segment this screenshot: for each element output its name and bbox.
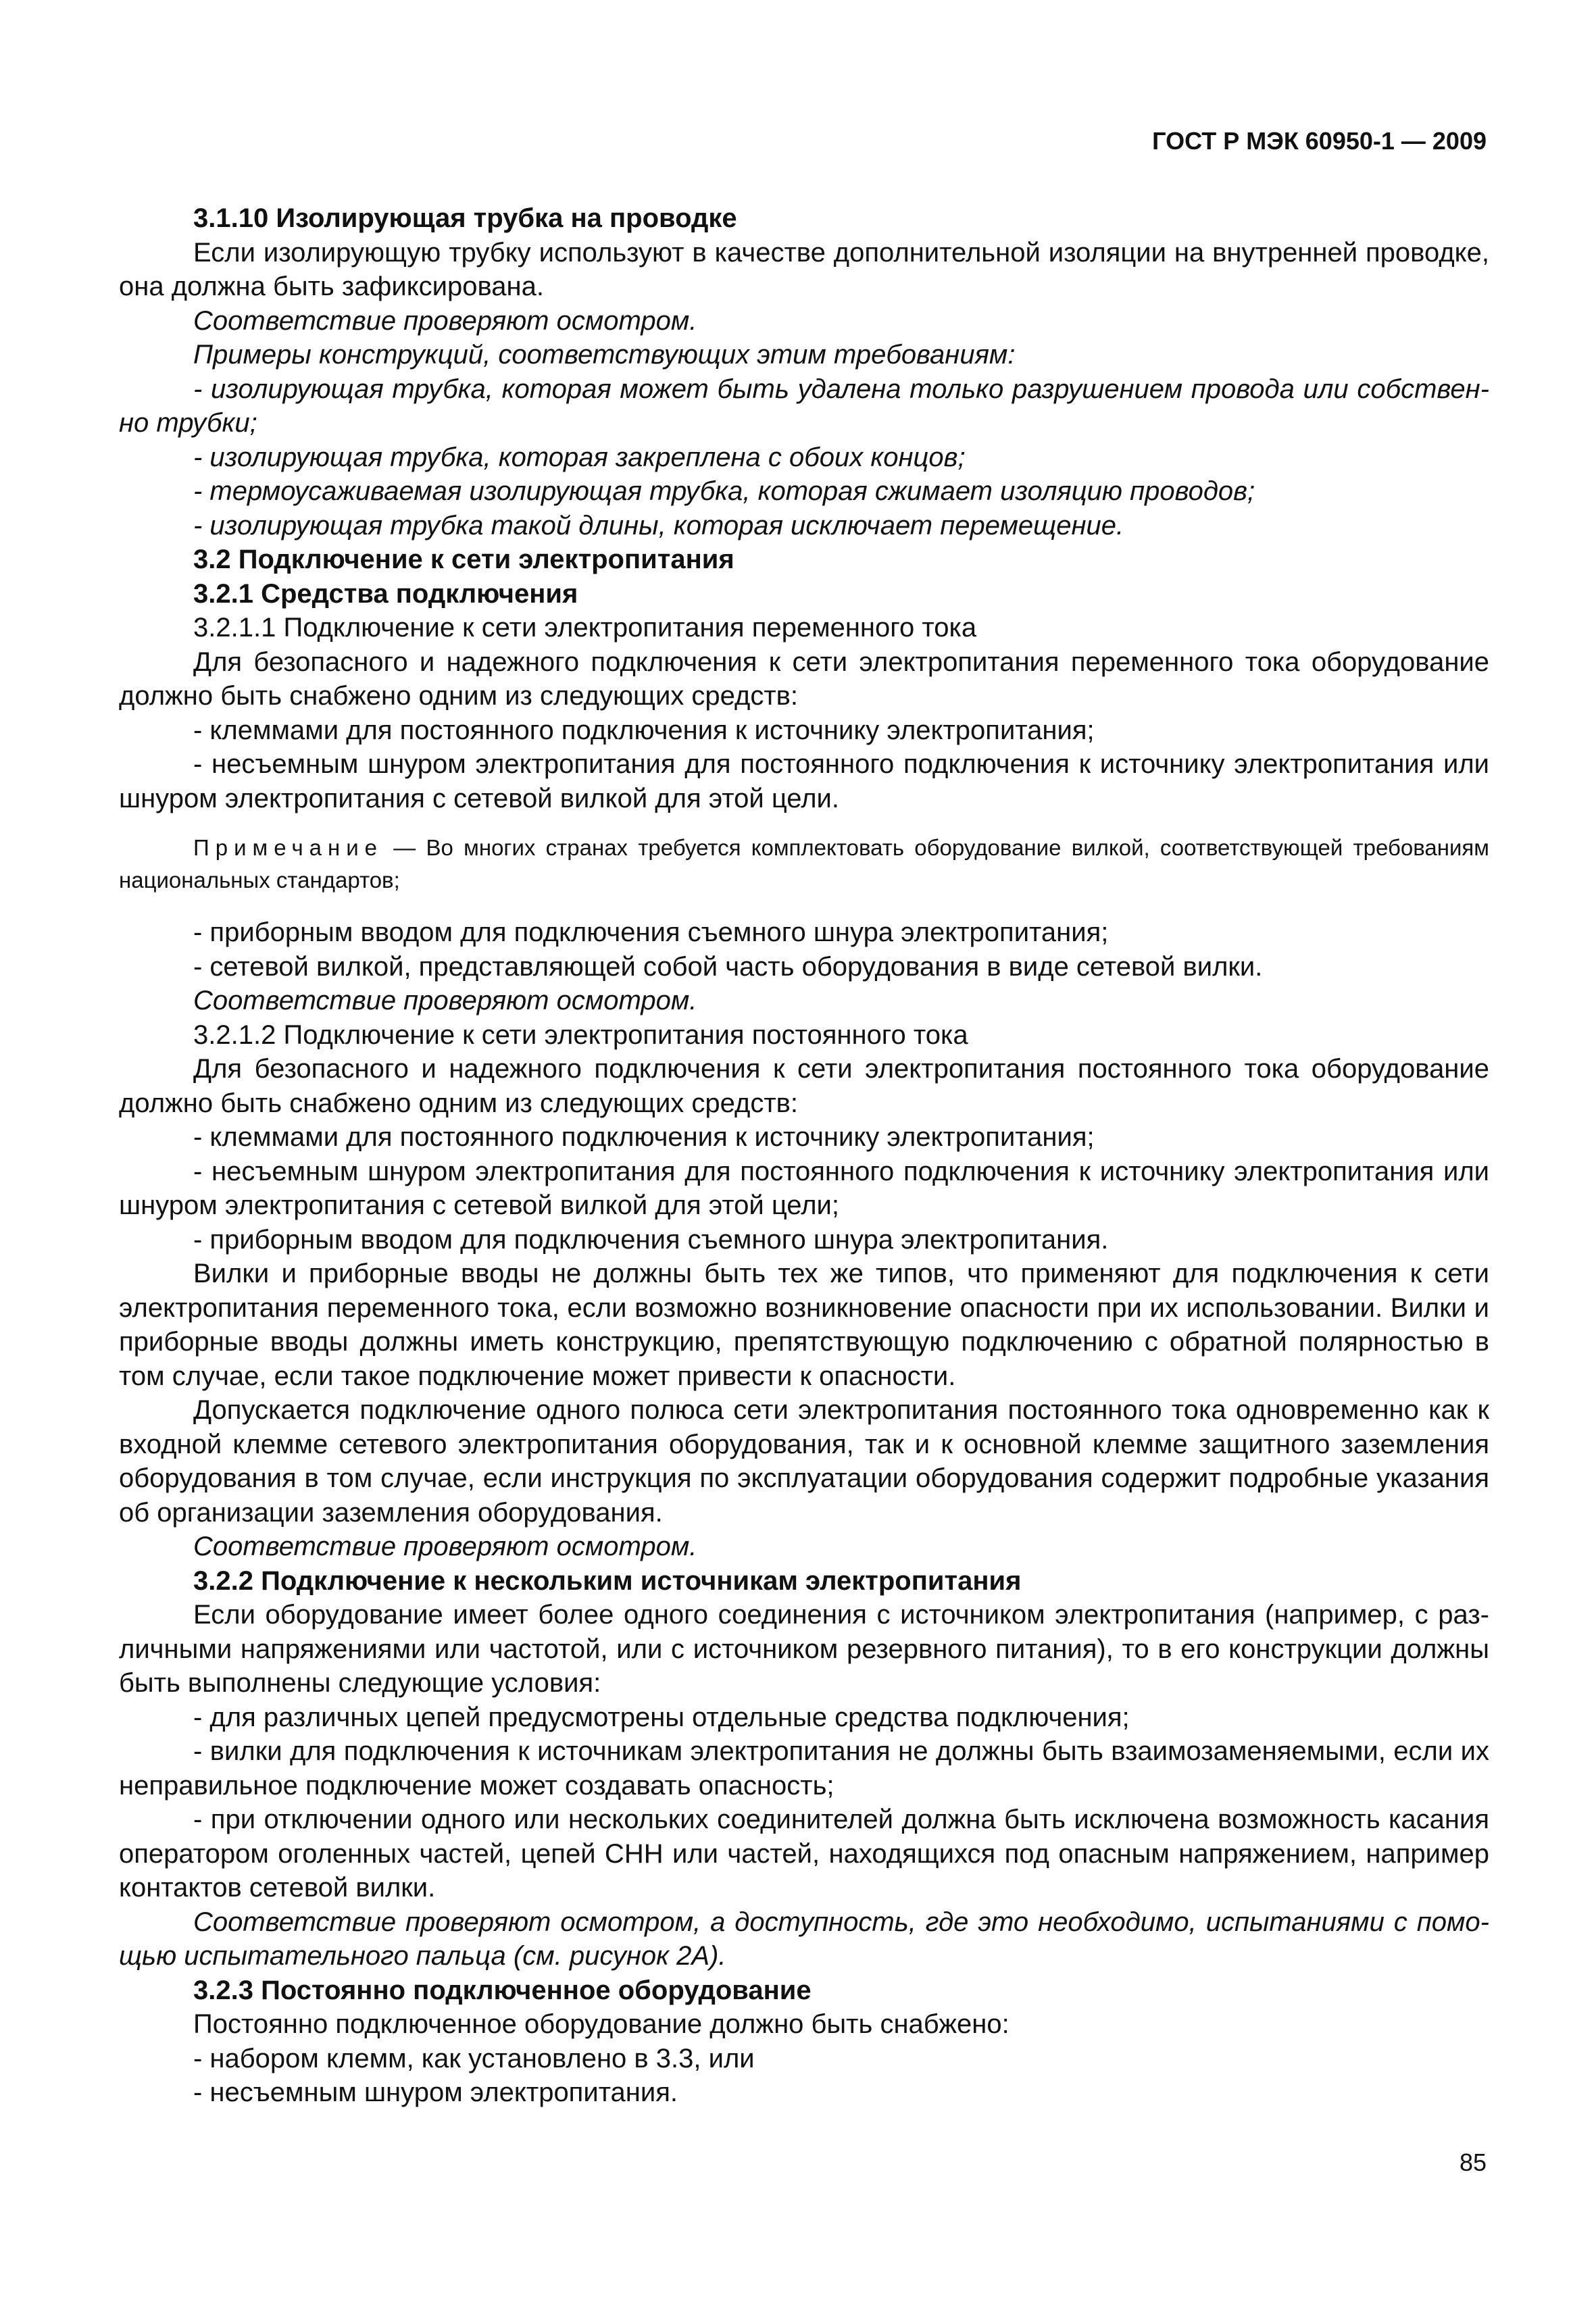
list-item: - клеммами для постоянного подключения к источнику электропитания; — [193, 715, 1095, 745]
section-heading-3-1-10: 3.1.10 Изолирующая трубка на проводке — [193, 203, 737, 233]
section-heading-3-2: 3.2 Подключение к сети электропитания — [193, 545, 734, 574]
list-item: - для различных цепей предусмотрены отдельные средства подключения; — [193, 1702, 1130, 1732]
paragraph: Если оборудование имеет более одного соединения с источником электропитания (например, с различными напряжениями или частотой, или с источником резервного питания), то в его конструкции должны быть выполнены следующие условия: — [119, 1600, 1489, 1698]
note — [119, 832, 1489, 897]
list-item: - вилки для подключения к источникам электропитания не должны быть взаимозаменяемыми, если их неправильное подключение может создавать опасность; — [119, 1736, 1489, 1801]
example-item: - изолирующая трубка, которая может быть удалена только разрушением провода или собственно трубки; — [119, 374, 1489, 438]
example-item: - изолирующая трубка, которая закреплена с обоих концов; — [193, 442, 966, 472]
list-item: - набором клемм, как установлено в 3.3, или — [193, 2043, 755, 2073]
paragraph: Если изолирующую трубку используют в качестве дополнительной изоляции на внутренней проводке, она должна быть зафиксирована. — [119, 237, 1489, 301]
list-item: - сетевой вилкой, представляющей собой часть оборудования в виде сетевой вилки. — [193, 951, 1263, 982]
list-item: - приборным вводом для подключения съемного шнура электропитания; — [193, 917, 1109, 947]
standard-header: ГОСТ Р МЭК 60950-1 — 2009 — [1152, 127, 1487, 155]
list-item: - при отключении одного или нескольких соединителей должна быть исключена возможность касания оператором оголенных частей, цепей СНН или частей, находящихся под опасным напряжением, например контактов сетевой вилки. — [119, 1805, 1489, 1903]
compliance-note: Соответствие проверяют осмотром, а доступность, где это необходимо, испытаниями с помощью испытательного пальца (см. рисунок 2А). — [119, 1907, 1489, 1971]
list-item: - несъемным шнуром электропитания для постоянного подключения к источнику электропитания или шнуром электропитания с сетевой вилкой для этой цели. — [119, 749, 1489, 813]
paragraph: Для безопасного и надежного подключения к сети электропитания постоянного тока оборудование должно быть снабжено одним из следующих средств: — [119, 1054, 1489, 1118]
paragraph: Для безопасного и надежного подключения к сети электропитания переменного тока оборудование должно быть снабжено одним из следующих средств: — [119, 647, 1489, 711]
note-label: Примечание — [193, 835, 384, 860]
compliance-note: Соответствие проверяют осмотром. — [193, 1532, 697, 1561]
paragraph: Вилки и приборные вводы не должны быть тех же типов, что применяют для подключения к сети электропитания переменного тока, если возможно возникновение опасности при их использовании. Вилки и приборные вводы должны иметь конструкцию, препятствующую подключению с обратной полярностью в том случае, если такое подключение может привести к опасности. — [119, 1259, 1489, 1391]
page-number: 85 — [1459, 2148, 1487, 2176]
subsection-heading-3-2-1-2: 3.2.1.2 Подключение к сети электропитания постоянного тока — [193, 1020, 968, 1050]
examples-intro: Примеры конструкций, соответствующих этим требованиям: — [193, 340, 1016, 370]
list-item: - несъемным шнуром электропитания. — [193, 2078, 678, 2107]
list-item: - несъемным шнуром электропитания для постоянного подключения к источнику электропитания или шнуром электропитания с сетевой вилкой для этой цели; — [119, 1156, 1489, 1220]
subsection-heading-3-2-1-1: 3.2.1.1 Подключение к сети электропитания переменного тока — [193, 613, 977, 643]
paragraph: Постоянно подключенное оборудование должно быть снабжено: — [193, 2009, 1009, 2039]
note-text: — Во многих странах требуется комплектовать оборудование вилкой, соответствующей требованиям национальных стандартов; — [119, 835, 1489, 892]
example-item: - изолирующая трубка такой длины, которая исключает перемещение. — [193, 510, 1124, 540]
compliance-note: Соответствие проверяют осмотром. — [193, 305, 697, 336]
section-heading-3-2-1: 3.2.1 Средства подключения — [193, 578, 578, 609]
paragraph: Допускается подключение одного полюса сети электропитания постоянного тока одновременно как к входной клемме сетевого электропитания оборудования, так и к основной клемме защитного заземления оборудования в том случае, если инструкция по эксплуатации оборудования содержит подробные указания об организации заземления оборудования. — [119, 1395, 1489, 1528]
list-item: - приборным вводом для подключения съемного шнура электропитания. — [193, 1224, 1109, 1255]
document-body — [119, 201, 1489, 2110]
compliance-note: Соответствие проверяют осмотром. — [193, 986, 697, 1015]
section-heading-3-2-2: 3.2.2 Подключение к нескольким источникам электропитания — [193, 1565, 1022, 1596]
section-heading-3-2-3: 3.2.3 Постоянно подключенное оборудование — [193, 1975, 812, 2005]
example-item: - термоусаживаемая изолирующая трубка, которая сжимает изоляцию проводов; — [193, 476, 1255, 506]
list-item: - клеммами для постоянного подключения к источнику электропитания; — [193, 1122, 1095, 1152]
